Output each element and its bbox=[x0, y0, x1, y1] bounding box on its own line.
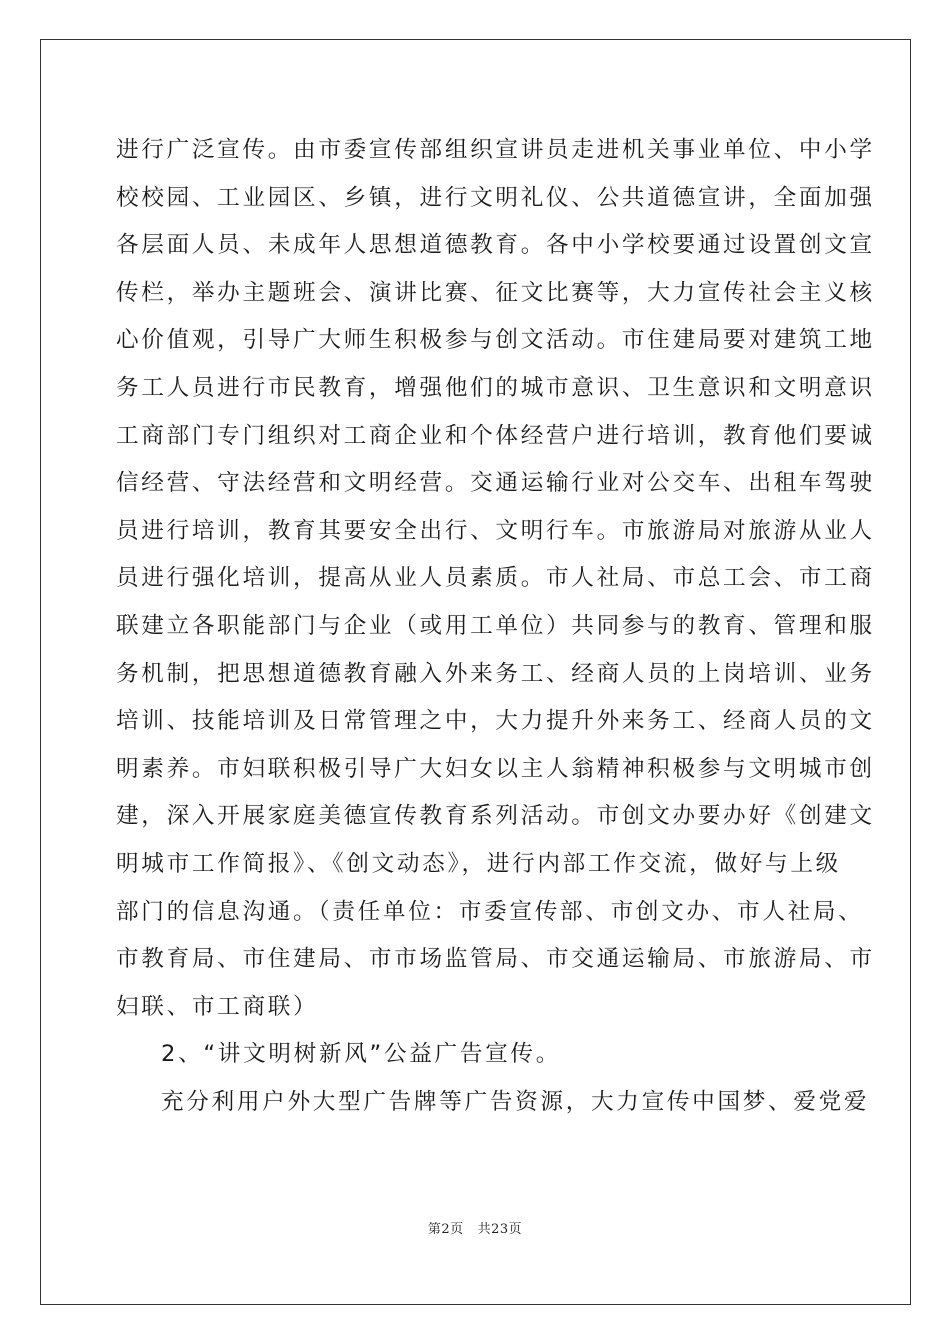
paragraph-line: 市教育局、市住建局、市市场监管局、市交通运输局、市旅游局、市 bbox=[116, 946, 875, 973]
paragraph-line: 心价值观，引导广大师生积极参与创文活动。市住建局要对建筑工地 bbox=[116, 327, 875, 354]
paragraph-line: 明城市工作简报》、《创文动态》，进行内部工作交流，做好与上级 bbox=[116, 850, 841, 877]
paragraph-line: 务机制，把思想道德教育融入外来务工、经商人员的上岗培训、业务 bbox=[116, 660, 875, 687]
paragraph-line: 员进行强化培训，提高从业人员素质。市人社局、市总工会、市工商 bbox=[116, 565, 875, 592]
paragraph-line: 工商部门专门组织对工商企业和个体经营户进行培训，教育他们要诚 bbox=[116, 422, 875, 449]
paragraph-line: 传栏，举办主题班会、演讲比赛、征文比赛等，大力宣传社会主义核 bbox=[116, 279, 875, 306]
paragraph-line: 校校园、工业园区、乡镇，进行文明礼仪、公共道德宣讲，全面加强 bbox=[116, 184, 875, 211]
paragraph-line: 务工人员进行市民教育，增强他们的城市意识、卫生意识和文明意识 bbox=[116, 374, 875, 401]
document-body bbox=[116, 127, 875, 1126]
paragraph-line: 充分利用户外大型广告牌等广告资源，大力宣传中国梦、爱党爱 bbox=[161, 1088, 870, 1115]
paragraph-line: 各层面人员、未成年人思想道德教育。各中小学校要通过设置创文宣 bbox=[116, 232, 875, 259]
page-number-current: 第2页 bbox=[427, 1222, 464, 1237]
page-footer bbox=[0, 1218, 950, 1237]
paragraph-line: 建，深入开展家庭美德宣传教育系列活动。市创文办要办好《创建文 bbox=[116, 803, 875, 830]
paragraph-line: 妇联、市工商联） bbox=[116, 993, 319, 1020]
page-number-total: 共23页 bbox=[477, 1222, 523, 1237]
paragraph-line: 进行广泛宣传。由市委宣传部组织宣讲员走进机关事业单位、中小学 bbox=[116, 137, 875, 163]
paragraph-line: 明素养。市妇联积极引导广大妇女以主人翁精神积极参与文明城市创 bbox=[116, 755, 875, 782]
paragraph-line: 信经营、守法经营和文明经营。交通运输行业对公交车、出租车驾驶 bbox=[116, 470, 875, 497]
paragraph-line: 培训、技能培训及日常管理之中，大力提升外来务工、经商人员的文 bbox=[116, 708, 875, 735]
section-heading: 2、“讲文明树新风”公益广告宣传。 bbox=[161, 1041, 561, 1068]
paragraph-line: 部门的信息沟通。（责任单位：市委宣传部、市创文办、市人社局、 bbox=[116, 898, 864, 925]
paragraph-line: 员进行培训，教育其要安全出行、文明行车。市旅游局对旅游从业人 bbox=[116, 517, 875, 544]
paragraph-line: 联建立各职能部门与企业（或用工单位）共同参与的教育、管理和服 bbox=[116, 612, 875, 639]
